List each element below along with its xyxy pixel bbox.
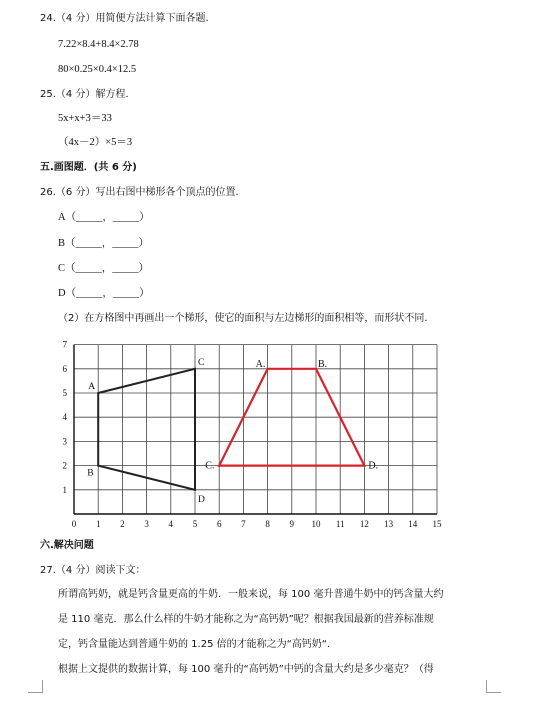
y-tick-label: 7: [62, 339, 67, 350]
q24-expression-2: 80×0.25×0.4×12.5: [58, 64, 137, 75]
page-corner-mark-left: [28, 680, 43, 693]
q27-paragraph-line-3: 定，钙含量能达到普通牛奶的 1.25 倍的才能称之为“高钙奶“．: [58, 639, 337, 650]
q27-paragraph-line-4: 根据上文提供的数据计算，每 100 毫升的“高钙奶”中钙的含量大约是多少毫克？（得: [58, 664, 434, 675]
x-tick-label: 15: [432, 519, 442, 529]
vertex-label: D: [198, 494, 205, 505]
y-tick-label: 2: [62, 460, 67, 471]
x-tick-label: 9: [289, 519, 295, 529]
x-tick-label: 14: [408, 519, 418, 529]
q26-line-c: C（_____，_____）: [58, 263, 150, 274]
x-tick-label: 13: [384, 519, 394, 529]
x-tick-label: 10: [311, 519, 321, 529]
q26-part-2: （2）在方格图中再画出一个梯形，使它的面积与左边梯形的面积相等，而形状不同．: [58, 313, 435, 324]
x-tick-label: 12: [359, 519, 369, 529]
q27-paragraph-line-2: 是 110 毫克．那么什么样的牛奶才能称之为“高钙奶”呢？根据我国最新的营养标准规: [58, 614, 434, 625]
vertex-label: C.: [205, 460, 215, 472]
q25-equation-2: （4x－2）×5＝3: [58, 137, 133, 148]
q26-title: 26.（6 分）写出右图中梯形各个顶点的位置．: [40, 187, 246, 198]
section-5-title: 五.画图题．(共 6 分): [40, 162, 137, 173]
q26-line-b: B（_____，_____）: [58, 238, 150, 249]
q26-line-a: A（_____，_____）: [58, 212, 150, 223]
q25-title: 25.（4 分）解方程．: [40, 89, 136, 100]
x-tick-label: 7: [241, 519, 246, 529]
x-tick-label: 3: [144, 519, 149, 529]
coordinate-grid-figure: [54, 334, 454, 530]
x-tick-label: 6: [216, 519, 222, 529]
q27-paragraph-line-1: 所谓高钙奶，就是钙含量更高的牛奶．一般来说，每 100 毫升普通牛奶中的钙含量大约: [58, 589, 444, 600]
vertex-label: B.: [318, 358, 328, 370]
q27-title: 27.（4 分）阅读下文：: [40, 565, 146, 576]
vertex-label: B: [87, 468, 94, 479]
vertex-label: D.: [368, 460, 379, 472]
x-tick-label: 4: [168, 519, 174, 529]
q26-line-d: D（_____，_____）: [58, 288, 150, 299]
x-tick-label: 11: [335, 519, 345, 529]
y-tick-label: 5: [62, 388, 67, 398]
y-tick-label: 6: [62, 363, 67, 374]
q25-equation-1: 5x+x+3＝33: [58, 113, 112, 124]
y-tick-label: 3: [62, 436, 67, 447]
y-tick-label: 1: [62, 484, 67, 495]
q24-expression-1: 7.22×8.4+8.4×2.78: [58, 39, 139, 50]
x-tick-label: 8: [265, 519, 270, 529]
x-tick-label: 2: [120, 519, 125, 529]
y-tick-label: 4: [62, 412, 67, 423]
vertex-label: A: [88, 382, 96, 392]
vertex-label: C: [198, 357, 205, 368]
x-tick-label: 1: [95, 519, 101, 529]
section-6-title: 六.解决问题: [40, 540, 94, 551]
vertex-label: A.: [255, 358, 266, 370]
q24-title: 24.（4 分）用简便方法计算下面各题．: [40, 13, 216, 24]
x-tick-label: 5: [192, 519, 198, 529]
page-corner-mark-right: [486, 680, 501, 693]
x-tick-label: 0: [71, 519, 77, 529]
